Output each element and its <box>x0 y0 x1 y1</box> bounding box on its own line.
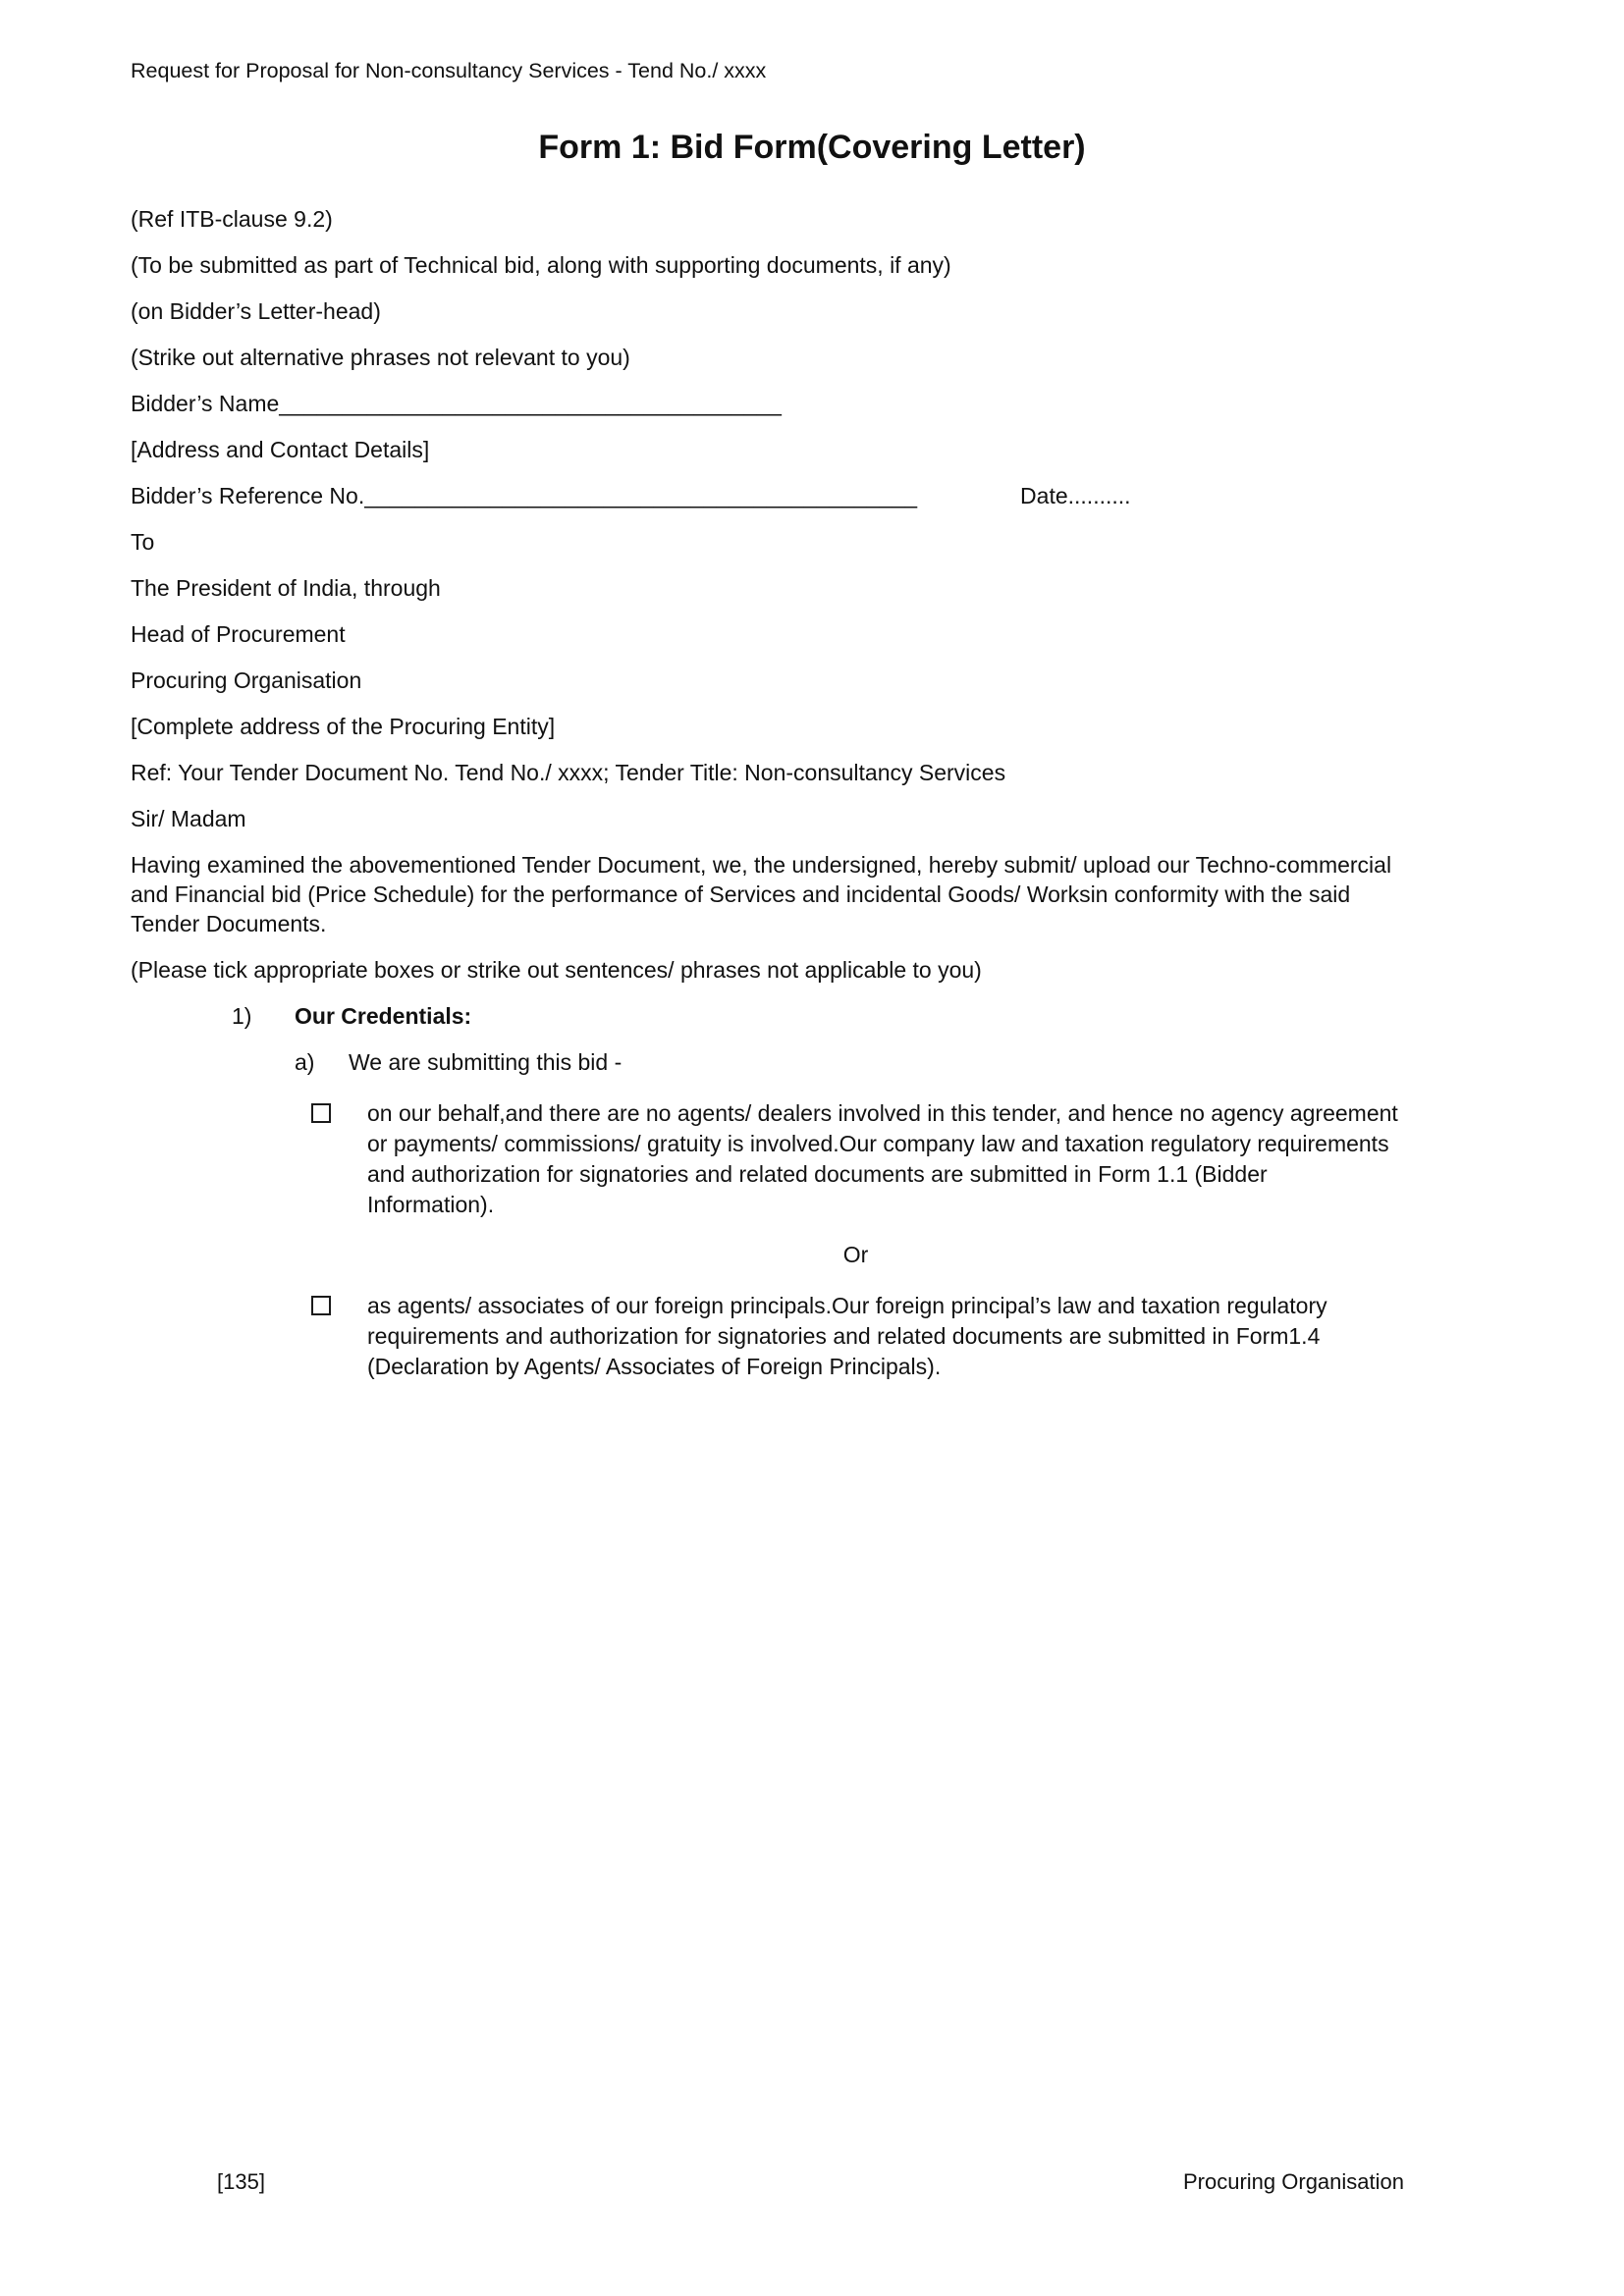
credential-option-2-text: as agents/ associates of our foreign principals.Our foreign principal’s law and taxation regulatory requirements and authorization for signatories and related documents are submitted in Form1.4 (Declaration by Agents/ Associates of Foreign Principals). <box>367 1293 1327 1379</box>
credentials-list <box>131 1001 1400 1382</box>
reference-row <box>131 481 1400 510</box>
footer-right-text: Procuring Organisation <box>1182 2169 1404 2194</box>
credential-option-2 <box>311 1291 1400 1382</box>
date-label: Date.......... <box>1020 483 1131 508</box>
credentials-heading-row <box>232 1001 1400 1031</box>
paragraph-submission-note: (To be submitted as part of Technical bid, along with supporting documents, if any) <box>131 252 951 278</box>
credential-option-1 <box>311 1098 1400 1220</box>
paragraph-letterhead-note: (on Bidder’s Letter-head) <box>131 298 381 324</box>
list-letter: a) <box>295 1049 315 1075</box>
header-text: Request for Proposal for Non-consultancy Services - Tend No./ xxxx <box>131 59 767 82</box>
credentials-subitem-row <box>295 1047 1400 1077</box>
body-paragraph: Having examined the abovementioned Tender Document, we, the undersigned, hereby submit/ upload our Techno-commercial and Financial bid (Price Schedule) for the performance of Services and incidental Goods/ Worksin conformity with the said Tender Documents. <box>131 852 1398 936</box>
tender-ref-line: Ref: Your Tender Document No. Tend No./ xxxx; Tender Title: Non-consultancy Services <box>131 760 1006 785</box>
paragraph-strike-note: (Strike out alternative phrases not relevant to you) <box>131 345 630 370</box>
or-separator: Or <box>842 1242 869 1267</box>
page-footer <box>131 2168 1404 2196</box>
tick-note: (Please tick appropriate boxes or strike out sentences/ phrases not applicable to you) <box>131 957 982 983</box>
paragraph-ref-clause: (Ref ITB-clause 9.2) <box>131 206 333 232</box>
address-placeholder: [Address and Contact Details] <box>131 437 430 462</box>
list-number: 1) <box>232 1003 252 1029</box>
addressee-line-3: Procuring Organisation <box>131 667 362 693</box>
footer-page-number: [135] <box>217 2169 265 2194</box>
checkbox-icon <box>311 1103 331 1123</box>
document-body <box>131 204 1493 1382</box>
paragraph-to: To <box>131 529 155 555</box>
salutation: Sir/ Madam <box>131 806 246 831</box>
reference-no-line: Bidder’s Reference No.____________________________________________ <box>131 483 918 508</box>
form-title: Form 1: Bid Form(Covering Letter) <box>538 129 1086 166</box>
credentials-subitem-text: We are submitting this bid - <box>349 1049 623 1075</box>
credential-option-1-text: on our behalf,and there are no agents/ dealers involved in this tender, and hence no agency agreement or payments/ commissions/ gratuity is involved.Our company law and taxation regulatory requirements and authorization for signatories and related documents are submitted in Form 1.1 (Bidder Information). <box>367 1100 1398 1217</box>
bidder-name-line: Bidder’s Name________________________________________ <box>131 391 782 416</box>
addressee-line-4: [Complete address of the Procuring Entity] <box>131 714 556 739</box>
checkbox-icon <box>311 1296 331 1315</box>
addressee-line-2: Head of Procurement <box>131 621 346 647</box>
credentials-heading: Our Credentials: <box>295 1003 472 1029</box>
page-header <box>131 57 1493 84</box>
addressee-line-1: The President of India, through <box>131 575 441 601</box>
